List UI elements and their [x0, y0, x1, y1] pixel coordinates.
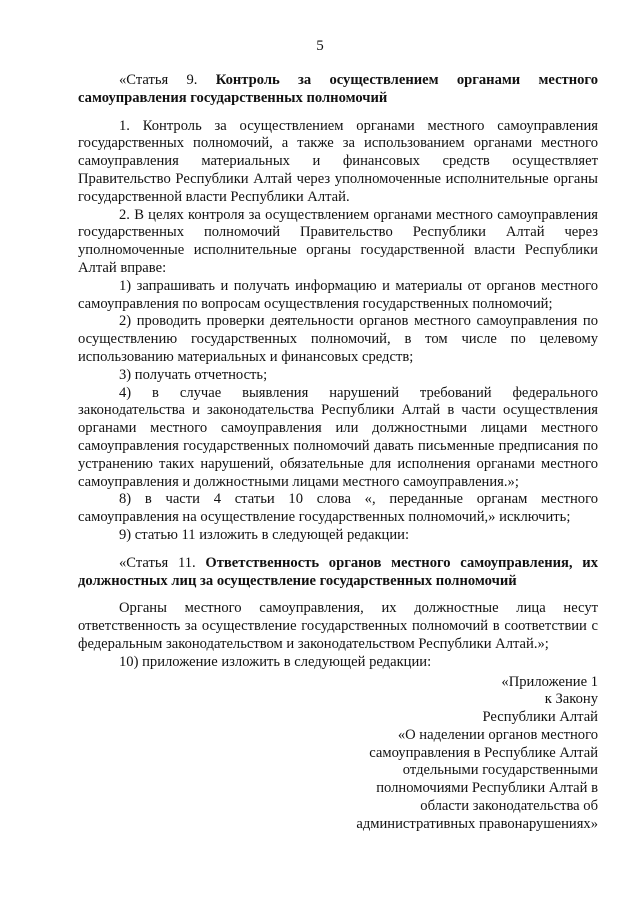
appendix-line: «О наделении органов местного — [397, 726, 598, 743]
article-9-paragraph-1: 1. Контроль за осуществлением органами местного самоуправления государственных полномочий, а также за использованием органами местного самоуправления материальных и финансовых средств осуществляет Правительство Республики Алтай через уполномоченные исполнительные органы государственной власти Республики Алтай. — [78, 117, 598, 205]
article-11-paragraph-1: Органы местного самоуправления, их должностные лица несут ответственность за осуществление государственных полномочий в соответствии с федеральным законодательством и законодательством Республики Алтай.»; — [78, 600, 598, 652]
page-number: 5 — [316, 38, 324, 54]
article-9-item-1: 1) запрашивать и получать информацию и материалы от органов местного самоуправления по вопросам осуществления государственных полномочий; — [78, 277, 598, 312]
appendix-line: Республики Алтай — [482, 709, 598, 726]
appendix-header — [78, 674, 598, 834]
article-11-prefix: «Статья 11. — [119, 554, 196, 571]
article-9-heading — [78, 72, 598, 108]
appendix-line: к Закону — [544, 691, 598, 708]
appendix-line: административных правонарушениях» — [356, 815, 598, 832]
amendment-9: 9) статью 11 изложить в следующей редакции: — [119, 526, 410, 543]
article-9-prefix: «Статья 9. — [119, 72, 198, 88]
article-11-title: Ответственность органов местного самоуправления, их должностных лиц за осуществление государственных полномочий — [78, 554, 598, 589]
appendix-line: области законодательства об — [420, 798, 598, 815]
appendix-line: «Приложение 1 — [501, 673, 598, 690]
appendix-line: отдельными государственными — [402, 762, 598, 779]
amendment-8: 8) в части 4 статьи 10 слова «, переданные органам местного самоуправления на осуществление государственных полномочий,» исключить; — [78, 491, 598, 526]
article-9-item-4: 4) в случае выявления нарушений требований федерального законодательства и законодательства Республики Алтай в части осуществления органами местного самоуправления или должностными лицами местного самоуправления государственных полномочий давать письменные предписания по устранению таких нарушений, обязательные для исполнения органами местного самоуправления и должностными лицами местного самоуправления.»; — [78, 384, 598, 490]
appendix-line: самоуправления в Республике Алтай — [369, 744, 598, 761]
amendment-10: 10) приложение изложить в следующей редакции: — [119, 653, 432, 670]
appendix-line: полномочиями Республики Алтай в — [376, 780, 598, 797]
article-9-item-3: 3) получать отчетность; — [119, 366, 268, 383]
article-11-heading — [78, 555, 598, 591]
article-9-paragraph-2: 2. В целях контроля за осуществлением органами местного самоуправления государственных полномочий Правительство Республики Алтай через уполномоченные исполнительные органы государственной власти Республики Алтай вправе: — [78, 206, 598, 276]
article-9-item-2: 2) проводить проверки деятельности органов местного самоуправления по осуществлению государственных полномочий, в том числе по целевому использованию материальных и финансовых средств; — [78, 313, 598, 365]
article-9-title: Контроль за осуществлением органами местного самоуправления государственных полномочий — [78, 72, 598, 106]
document-body — [78, 72, 598, 834]
